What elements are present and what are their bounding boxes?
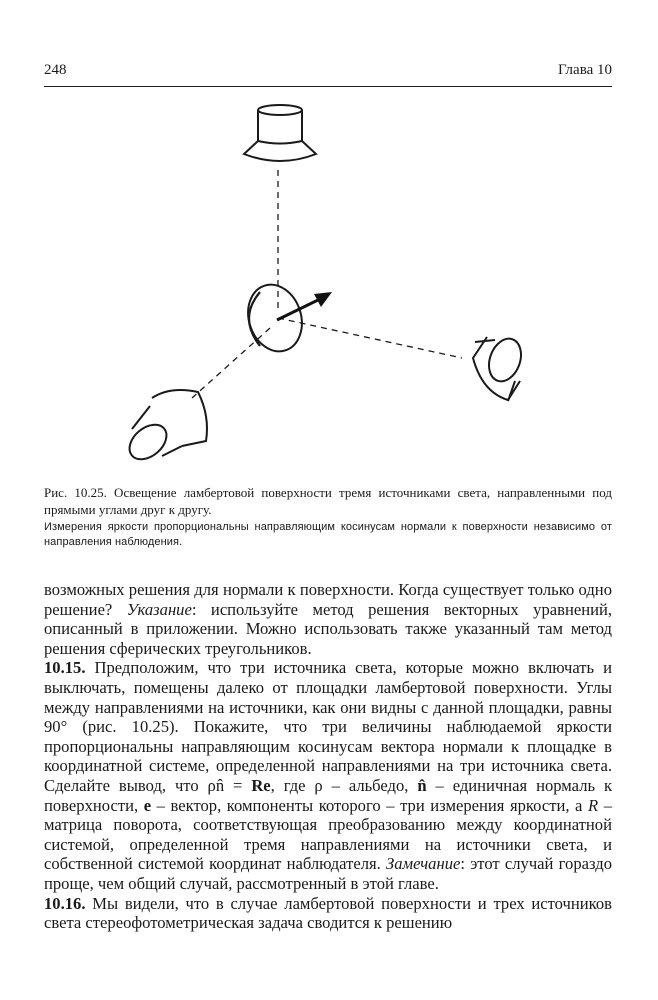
- normal-vector-arrow: [277, 292, 332, 320]
- lambertian-three-light-sources-diagram-icon: [110, 96, 540, 474]
- caption-title: Рис. 10.25. Освещение ламбертовой поверхности тремя источниками света, направленными под прямыми углами друг к другу.: [44, 485, 612, 517]
- exercise-10-15: 10.15. Предположим, что три источника света, которые можно включать и выключать, помещены далеко от площадки ламбертовой поверхности. Углы между направлениями на источники, как они видны с данной площадки, равны 90° (рис. 10.25). Покажите, что три величины наблюдаемой яркости пропорциональны направляющим косинусам вектора нормали к площадке в координатной системе, определенной направлениями на три источника света. Сделайте вывод, что ρn̂ = Re, где ρ – альбедо, n̂ – единичная нормаль к поверхности, e – вектор, компоненты которого – три измерения яркости, а R – матрица поворота, соответствующая преобразованию между координатной системой, определенной тремя направлениями на источники света, и собственной системой координат наблюдателя. Замечание: этот случай гораздо проще, чем общий случай, рассмотренный в этой главе.: [44, 658, 613, 893]
- note-label: Замечание: [386, 854, 461, 874]
- formula-rhs: Re: [251, 775, 271, 795]
- right-light-source-icon: [473, 334, 527, 401]
- exercise-10-16: 10.16. Мы видели, что в случае ламбертовой поверхности и трех источников света стереофотометрическая задача сводится к решению: [44, 893, 612, 933]
- figure-caption: [44, 484, 612, 550]
- header-rule: [44, 86, 612, 87]
- bottom-left-light-source-icon: [123, 390, 207, 466]
- exercise-number: 10.16.: [44, 893, 86, 913]
- exercise-number: 10.15.: [44, 658, 86, 678]
- paragraph-continued: возможных решения для нормали к поверхности. Когда существует только одно решение? Указание: используйте метод решения векторных уравнений, описанный в приложении. Можно использовать также указанный там метод решения сферических треугольников.: [44, 580, 612, 658]
- page-number: 248: [44, 62, 67, 78]
- top-light-source-icon: [244, 105, 316, 161]
- formula-lhs: ρn̂: [207, 775, 225, 795]
- page-header: [44, 62, 612, 82]
- right-direction-line: [278, 318, 462, 358]
- caption-note: Измерения яркости пропорциональны направляющим косинусам нормали к поверхности независимо от направления наблюдения.: [44, 521, 612, 548]
- chapter-title: Глава 10: [558, 62, 612, 78]
- body-text: [44, 580, 612, 933]
- left-direction-line: [192, 328, 270, 398]
- figure-10-25: [110, 96, 540, 474]
- hint-label: Указание: [126, 599, 192, 619]
